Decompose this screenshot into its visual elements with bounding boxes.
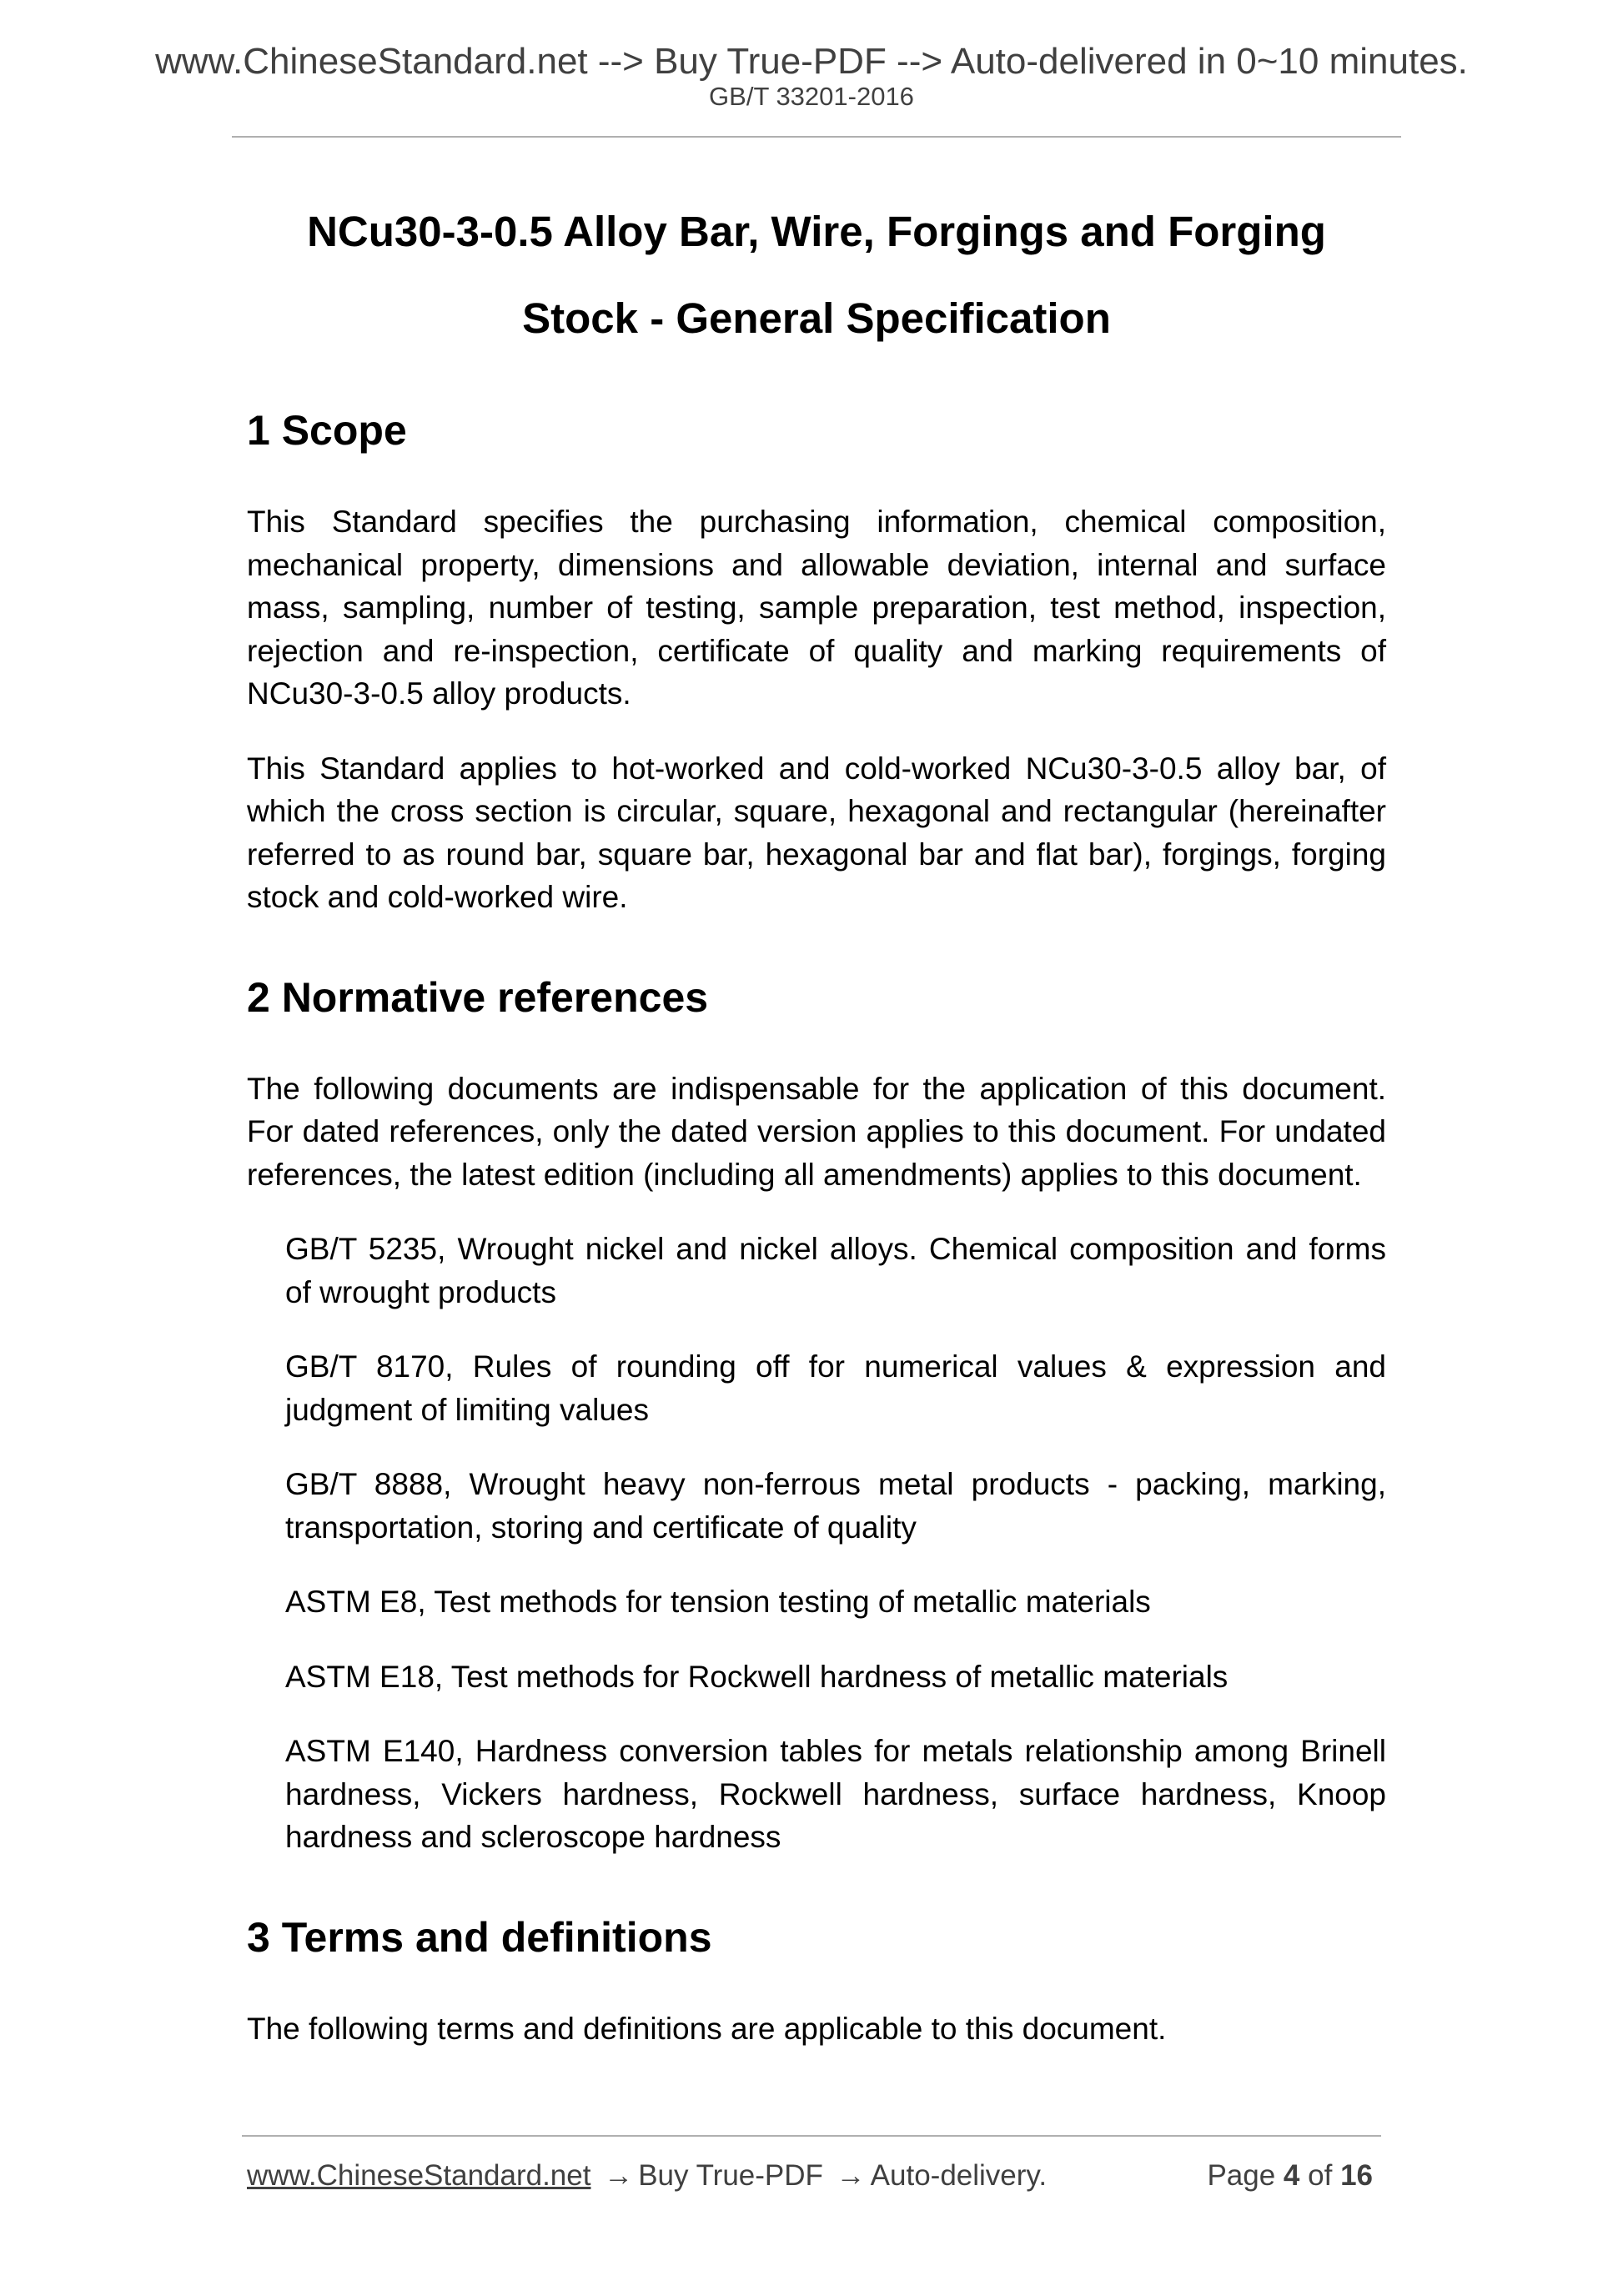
page-total: 16	[1340, 2159, 1373, 2192]
title-line-1: NCu30-3-0.5 Alloy Bar, Wire, Forgings and Forging	[307, 208, 1326, 255]
reference-item: GB/T 5235, Wrought nickel and nickel alloys. Chemical composition and forms of wrought products	[285, 1232, 1386, 1309]
page-counter	[1207, 2159, 1373, 2193]
terms-intro-paragraph: The following terms and definitions are applicable to this document.	[247, 2011, 1167, 2046]
section-heading-normative-references: 2 Normative references	[247, 973, 709, 1021]
footer-site-link[interactable]: www.ChineseStandard.net	[247, 2159, 591, 2192]
footer-divider	[242, 2135, 1381, 2137]
document-body	[247, 188, 1386, 2050]
footer-auto-text: Auto-delivery.	[870, 2159, 1048, 2192]
footer-buy-text: Buy True-PDF	[638, 2159, 823, 2192]
title-line-2: Stock - General Specification	[522, 294, 1111, 342]
page-label: Page	[1207, 2159, 1276, 2192]
reference-item: GB/T 8170, Rules of rounding off for numerical values & expression and judgment of limiting values	[285, 1349, 1386, 1427]
reference-item: GB/T 8888, Wrought heavy non-ferrous metal products - packing, marking, transportation, storing and certificate of quality	[285, 1467, 1386, 1545]
standard-code: GB/T 33201-2016	[709, 82, 914, 111]
normative-intro-paragraph: The following documents are indispensable for the application of this document. For dated references, only the dated version applies to this document. For undated references, the latest edition (including all amendments) applies to this document.	[247, 1071, 1386, 1192]
section-heading-scope: 1 Scope	[247, 407, 407, 454]
section-heading-terms-definitions: 3 Terms and definitions	[247, 1913, 712, 1961]
scope-paragraph-1: This Standard specifies the purchasing information, chemical composition, mechanical property, dimensions and allowable deviation, internal and surface mass, sampling, number of testing, sample preparation, test method, inspection, rejection and re-inspection, certificate of quality and marking requirements of NCu30-3-0.5 alloy products.	[247, 505, 1386, 711]
header-divider	[232, 136, 1401, 138]
page-footer	[247, 2159, 1381, 2193]
page-number: 4	[1283, 2159, 1300, 2192]
reference-item: ASTM E140, Hardness conversion tables for metals relationship among Brinell hardness, Vickers hardness, Rockwell hardness, surface hardness, Knoop hardness and scleroscope hardness	[285, 1734, 1386, 1854]
arrow-right-icon: →	[604, 2159, 634, 2192]
arrow-right-icon: →	[836, 2159, 866, 2192]
site-banner: www.ChineseStandard.net --> Buy True-PDF --> Auto-delivered in 0~10 minutes.	[155, 41, 1468, 82]
of-label: of	[1308, 2159, 1333, 2192]
scope-paragraph-2: This Standard applies to hot-worked and cold-worked NCu30-3-0.5 alloy bar, of which the cross section is circular, square, hexagonal and rectangular (hereinafter referred to as round bar, square bar, hexagonal bar and flat bar), forgings, forging stock and cold-worked wire.	[247, 751, 1386, 914]
document-title	[247, 188, 1386, 362]
reference-list	[285, 1228, 1386, 1859]
reference-item: ASTM E18, Test methods for Rockwell hardness of metallic materials	[285, 1659, 1229, 1694]
reference-item: ASTM E8, Test methods for tension testing of metallic materials	[285, 1585, 1151, 1619]
